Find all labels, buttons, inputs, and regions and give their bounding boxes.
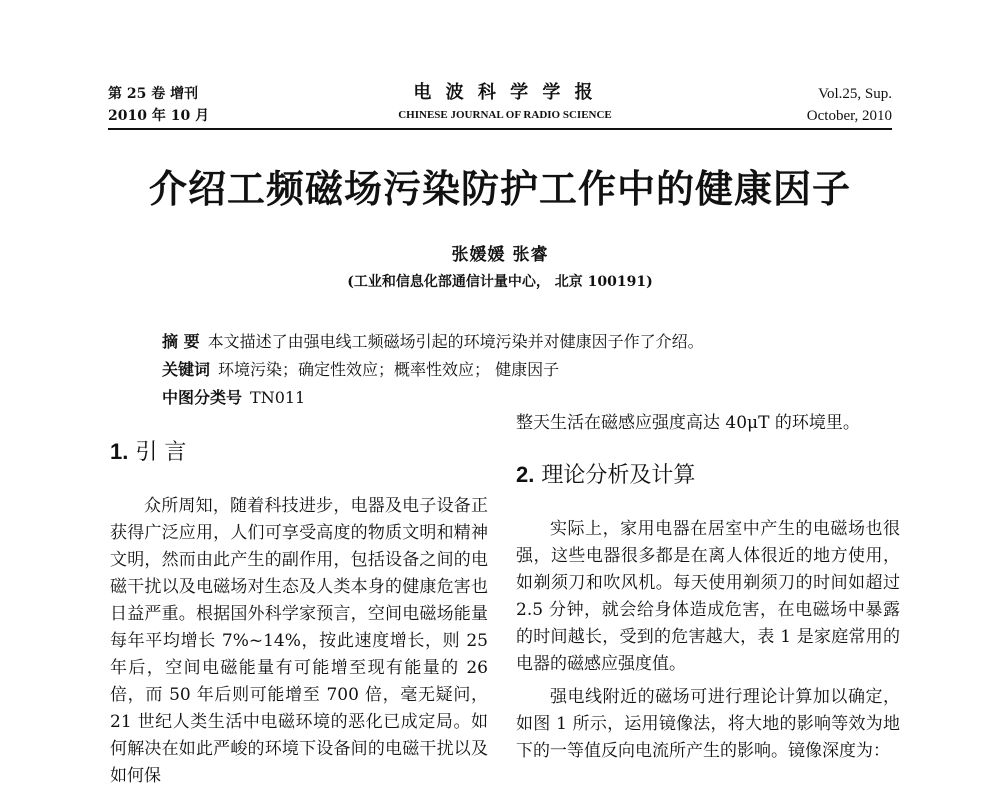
classification	[162, 385, 305, 408]
intro-paragraph: 众所周知，随着科技进步，电器及电子设备正获得广泛应用，人们可享受高度的物质文明和精神文明，然而由此产生的副作用，包括设备之间的电磁干扰以及电磁场对生态及人类本身的健康危害也日益严重。根据国外科学家预言，空间电磁场能量每年平均增长 7%~14%，按此速度增长，则 25 年后，空间电磁能量有可能增至现有能量的 26 倍，而 50 年后则可能增至 700 倍，毫无疑问，21 世纪人类生活中电磁环境的恶化已成定局。如何解决在如此严峻的环境下设备间的电磁干扰以及如何保	[110, 496, 488, 786]
keywords-text: 环境污染；确定性效应；概率性效应； 健康因子	[218, 360, 560, 379]
abstract-label: 摘 要	[162, 332, 200, 351]
journal-name-en: CHINESE JOURNAL OF RADIO SCIENCE	[398, 109, 612, 121]
publication-date-en: October, 2010	[806, 108, 892, 124]
journal-header-left	[108, 83, 209, 127]
volume-issue: 第 25 卷 增刊	[108, 86, 199, 102]
classification-label: 中图分类号	[162, 388, 243, 407]
keywords	[162, 357, 559, 380]
volume-en: Vol.25, Sup.	[818, 86, 892, 102]
journal-header-right	[807, 83, 892, 127]
paper-affiliation: (工业和信息化部通信计量中心， 北京 100191)	[347, 274, 653, 290]
section-2-number: 2.	[516, 462, 535, 487]
keywords-label: 关键词	[162, 360, 211, 379]
section-2-heading	[516, 458, 900, 516]
left-column	[110, 435, 488, 790]
header-rule	[108, 128, 892, 130]
journal-name-cn: 电 波 科 学 学 报	[413, 82, 597, 103]
paper-authors: 张媛媛 张睿	[451, 245, 549, 265]
section-1-number: 1.	[110, 439, 129, 464]
theory-paragraph-1: 实际上，家用电器在居室中产生的电磁场也很强，这些电器很多都是在离人体很近的地方使用，如剃须刀和吹风机。每天使用剃须刀的时间如超过 2.5 分钟，就会给身体造成危害，在电磁场中暴露的时间越长，受到的危害越大，表 1 是家庭常用的电器的磁感应强度值。	[516, 519, 900, 674]
right-column	[516, 410, 900, 765]
section-1-heading	[110, 435, 488, 493]
publication-date-cn: 2010 年 10 月	[108, 108, 210, 124]
paper-title: 介绍工频磁场污染防护工作中的健康因子	[148, 167, 851, 211]
abstract-text: 本文描述了由强电线工频磁场引起的环境污染并对健康因子作了介绍。	[207, 332, 704, 351]
theory-paragraph-2: 强电线附近的磁场可进行理论计算加以确定，如图 1 所示，运用镜像法，将大地的影响等效为地下的一等值反向电流所产生的影响。镜像深度为：	[516, 687, 900, 761]
journal-header-center	[360, 80, 650, 124]
abstract	[162, 329, 704, 352]
continuation-text: 整天生活在磁感应强度高达 40μT 的环境里。	[516, 413, 860, 433]
section-1-title: 引 言	[135, 440, 187, 465]
classification-code: TN011	[250, 388, 306, 407]
section-2-title: 理论分析及计算	[541, 463, 696, 488]
